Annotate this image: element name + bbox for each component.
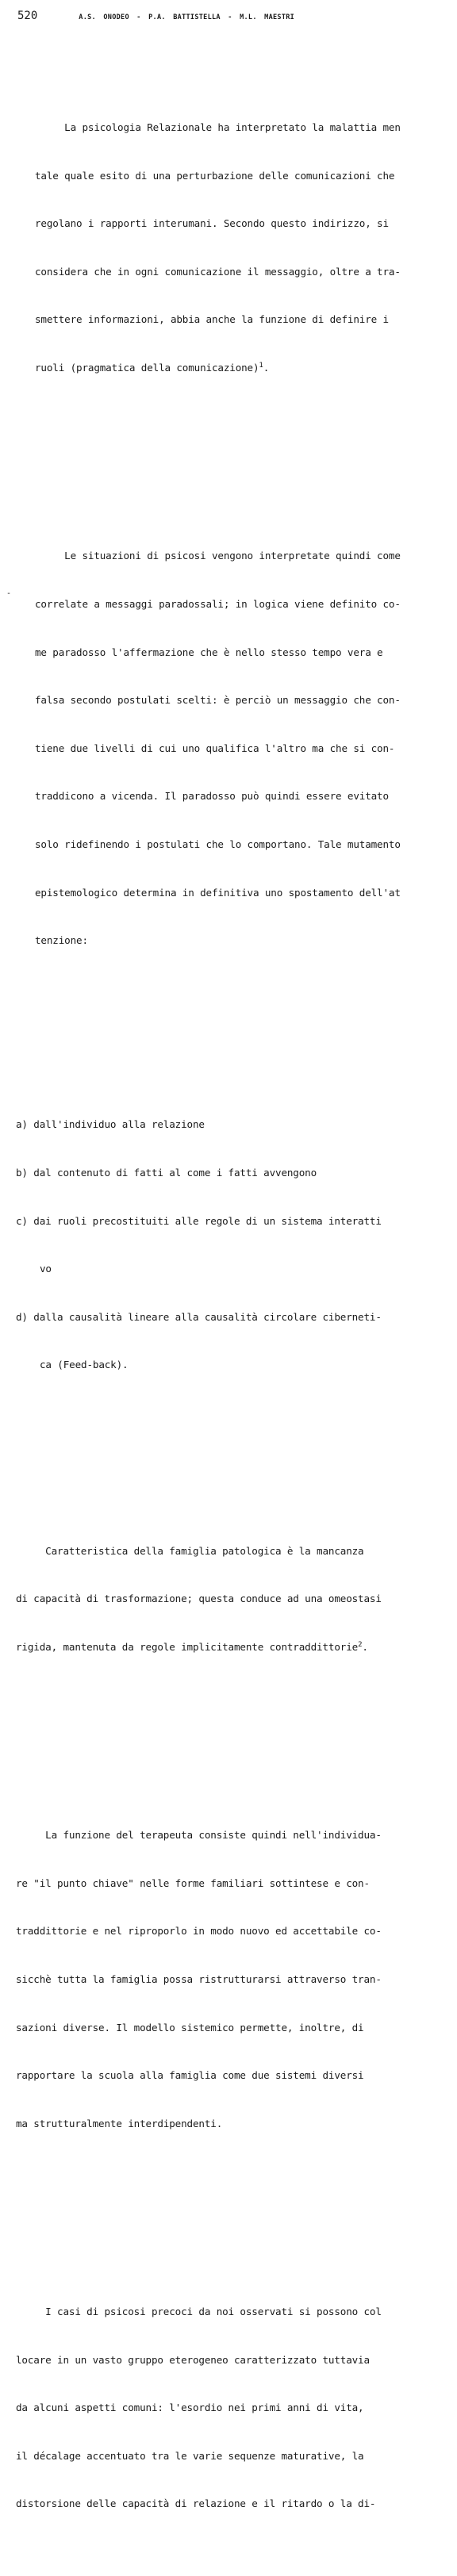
text-line: La psicologia Relazionale ha interpretato la malattia men: [35, 121, 401, 134]
text-line: solo ridefinendo i postulati che lo comportano. Tale mutamento: [35, 838, 401, 850]
footnote-ref-2: 2: [358, 1640, 363, 1649]
text-line: [35, 360, 452, 376]
text-line: ma strutturalmente interdipendenti.: [16, 2117, 223, 2129]
list-item-b: b) dal contenuto di fatti al come i fatti avvengono: [16, 1167, 317, 1179]
text-line: traddittorie e nel riproporlo in modo nuovo ed accettabile co-: [16, 1925, 382, 1938]
page-header: [17, 10, 441, 22]
paragraph-4: [16, 1796, 452, 2164]
text-segment: .: [362, 1640, 368, 1653]
list: [16, 1085, 452, 1405]
text-line: correlate a messaggi paradossali; in logica viene definito co-: [35, 597, 401, 610]
text-line: il décalage accentuato tra le varie sequenze maturative, la: [16, 2449, 364, 2462]
paragraph-5: [16, 2272, 452, 2544]
text-segment: rigida, mantenuta da regole implicitamente contraddittorie: [16, 1640, 359, 1653]
text-line: sazioni diverse. Il modello sistemico permette, inoltre, di: [16, 2021, 364, 2034]
paragraph-1: [35, 88, 452, 408]
list-item-a: a) dall'individuo alla relazione: [16, 1118, 205, 1131]
text-segment: .: [263, 362, 270, 374]
text-line: considera che in ogni comunicazione il messaggio, oltre a tra-: [35, 265, 401, 278]
text-segment: ruoli (pragmatica della comunicazione): [35, 362, 259, 374]
text-line: falsa secondo postulati scelti: è perciò un messaggio che con-: [35, 694, 401, 707]
page-number: 520: [17, 10, 38, 22]
text-line: sicchè tutta la famiglia possa ristrutturarsi attraverso tran-: [16, 1972, 382, 1985]
text-line: me paradosso l'affermazione che è nello stesso tempo vera e: [35, 646, 383, 658]
text-line: regolano i rapporti interumani. Secondo questo indirizzo, si: [35, 217, 389, 230]
paragraph-2: [35, 516, 452, 981]
text-line: locare in un vasto gruppo eterogeneo caratterizzato tuttavia: [16, 2353, 370, 2366]
paragraph-3: [16, 1511, 452, 1687]
text-line: Caratteristica della famiglia patologica è la mancanza: [16, 1544, 364, 1557]
text-line: tale quale esito di una perturbazione delle comunicazioni che: [35, 169, 395, 182]
text-line: rapportare la scuola alla famiglia come due sistemi diversi: [16, 2069, 364, 2082]
text-line: [16, 1639, 452, 1655]
text-line: re "il punto chiave" nelle forme familiari sottintese e con-: [16, 1876, 370, 1889]
text-line: traddicono a vicenda. Il paradosso può quindi essere evitato: [35, 790, 389, 803]
text-line: I casi di psicosi precoci da noi osservati si possono col: [16, 2306, 382, 2318]
text-line: da alcuni aspetti comuni: l'esordio nei primi anni di vita,: [16, 2402, 364, 2414]
text-line: tiene due livelli di cui uno qualifica l'altro ma che si con-: [35, 742, 395, 754]
text-line: di capacità di trasformazione; questa conduce ad una omeostasi: [16, 1593, 382, 1605]
text-line: distorsione delle capacità di relazione e il ritardo o la di-: [16, 2497, 376, 2510]
body-text: [16, 40, 452, 2576]
text-line: epistemologico determina in definitiva uno spostamento dell'at: [35, 886, 401, 899]
margin-mark: -: [6, 589, 12, 598]
list-item-c: c) dai ruoli precostituiti alle regole di un sistema interatti: [16, 1214, 382, 1227]
list-item-d: d) dalla causalità lineare alla causalità circolare ciberneti-: [16, 1310, 382, 1323]
footnote-ref-1: 1: [259, 361, 263, 370]
text-line: La funzione del terapeuta consiste quindi nell'individua-: [16, 1829, 382, 1842]
list-item-c-cont: vo: [40, 1263, 52, 1275]
text-line: tenzione:: [35, 934, 88, 947]
list-item-d-cont: ca (Feed-back).: [40, 1359, 129, 1371]
text-line: Le situazioni di psicosi vengono interpretate quindi come: [35, 550, 401, 562]
text-line: smettere informazioni, abbia anche la funzione di definire i: [35, 313, 389, 326]
running-head-authors: A.S. ONODEO - P.A. BATTISTELLA - M.L. MAESTRI: [79, 13, 295, 21]
